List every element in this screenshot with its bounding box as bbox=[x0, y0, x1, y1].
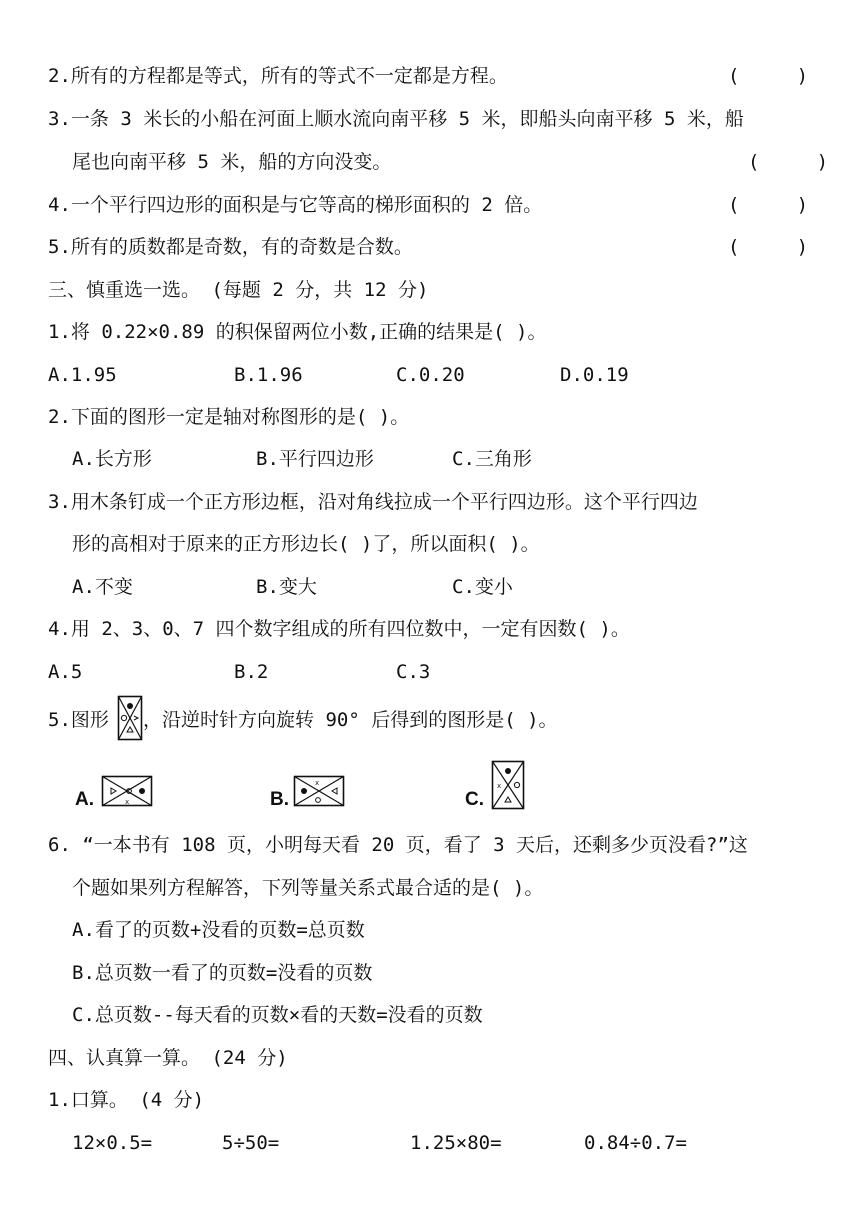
judge-q4: 4.一个平行四边形的面积是与它等高的梯形面积的 2 倍。 bbox=[48, 194, 543, 216]
choice-q3-cont: 形的高相对于原来的正方形边长( )了，所以面积( )。 bbox=[72, 533, 540, 555]
svg-text:x: x bbox=[315, 779, 320, 787]
section-heading-4: 四、认真算一算。 (24 分) bbox=[48, 1047, 288, 1069]
option-a: A. bbox=[75, 789, 94, 810]
judge-q2: 2.所有的方程都是等式，所有的等式不一定都是方程。 bbox=[48, 65, 508, 87]
svg-text:x: x bbox=[497, 782, 502, 790]
option-c: C. bbox=[465, 789, 484, 810]
option-c: C.变小 bbox=[452, 576, 513, 598]
option-a: A.不变 bbox=[72, 576, 133, 598]
option-b: B.总页数一看了的页数=没看的页数 bbox=[72, 962, 373, 984]
choice-q6-cont: 个题如果列方程解答，下列等量关系式最合适的是( )。 bbox=[72, 877, 544, 899]
option-a: A.5 bbox=[48, 661, 83, 683]
choice-q4: 4.用 2、3、0、7 四个数字组成的所有四位数中，一定有因数( )。 bbox=[48, 618, 630, 640]
option-c: C.总页数--每天看的页数×看的天数=没看的页数 bbox=[72, 1004, 483, 1026]
answer-paren: ( ) bbox=[728, 65, 809, 87]
option-a-figure bbox=[101, 775, 153, 807]
judge-q3-cont: 尾也向南平移 5 米，船的方向没变。 bbox=[72, 151, 392, 173]
calc-title: 1.口算。 (4 分) bbox=[48, 1089, 205, 1111]
answer-paren: ( ) bbox=[748, 151, 829, 173]
option-a: A.看了的页数+没看的页数=总页数 bbox=[72, 919, 365, 941]
option-b: B.平行四边形 bbox=[256, 448, 374, 470]
option-a: A.长方形 bbox=[72, 448, 152, 470]
option-b-figure bbox=[293, 775, 345, 807]
choice-q5-b: ，沿逆时针方向旋转 90° 后得到的图形是( )。 bbox=[143, 709, 558, 731]
judge-q5: 5.所有的质数都是奇数，有的奇数是合数。 bbox=[48, 236, 413, 258]
calc-item: 1.25×80= bbox=[410, 1132, 502, 1154]
calc-item: 12×0.5= bbox=[72, 1132, 153, 1154]
section-heading-3: 三、慎重选一选。 (每题 2 分，共 12 分) bbox=[48, 279, 429, 301]
option-d: D.0.19 bbox=[560, 364, 629, 386]
svg-text:x: x bbox=[125, 798, 130, 806]
rotation-figure bbox=[117, 695, 143, 741]
choice-q6: 6. “一本书有 108 页，小明每天看 20 页，看了 3 天后，还剩多少页没看?”这 bbox=[48, 834, 748, 856]
choice-q1: 1.将 0.22×0.89 的积保留两位小数,正确的结果是( )。 bbox=[48, 321, 547, 343]
calc-item: 0.84÷0.7= bbox=[584, 1132, 687, 1154]
option-a: A.1.95 bbox=[48, 364, 117, 386]
option-c: C.0.20 bbox=[396, 364, 465, 386]
answer-paren: ( ) bbox=[728, 194, 809, 216]
option-b: B. bbox=[270, 789, 289, 810]
option-c: C.3 bbox=[396, 661, 431, 683]
choice-q3: 3.用木条钉成一个正方形边框，沿对角线拉成一个平行四边形。这个平行四边 bbox=[48, 491, 698, 513]
choice-q2: 2.下面的图形一定是轴对称图形的是( )。 bbox=[48, 406, 410, 428]
calc-item: 5÷50= bbox=[222, 1132, 280, 1154]
choice-q5-a: 5.图形 bbox=[48, 709, 109, 731]
answer-paren: ( ) bbox=[728, 236, 809, 258]
option-c: C.三角形 bbox=[452, 448, 532, 470]
option-b: B.1.96 bbox=[234, 364, 303, 386]
option-b: B.变大 bbox=[256, 576, 317, 598]
option-c-figure bbox=[491, 760, 525, 810]
option-b: B.2 bbox=[234, 661, 269, 683]
judge-q3: 3.一条 3 米长的小船在河面上顺水流向南平移 5 米，即船头向南平移 5 米，船 bbox=[48, 108, 744, 130]
